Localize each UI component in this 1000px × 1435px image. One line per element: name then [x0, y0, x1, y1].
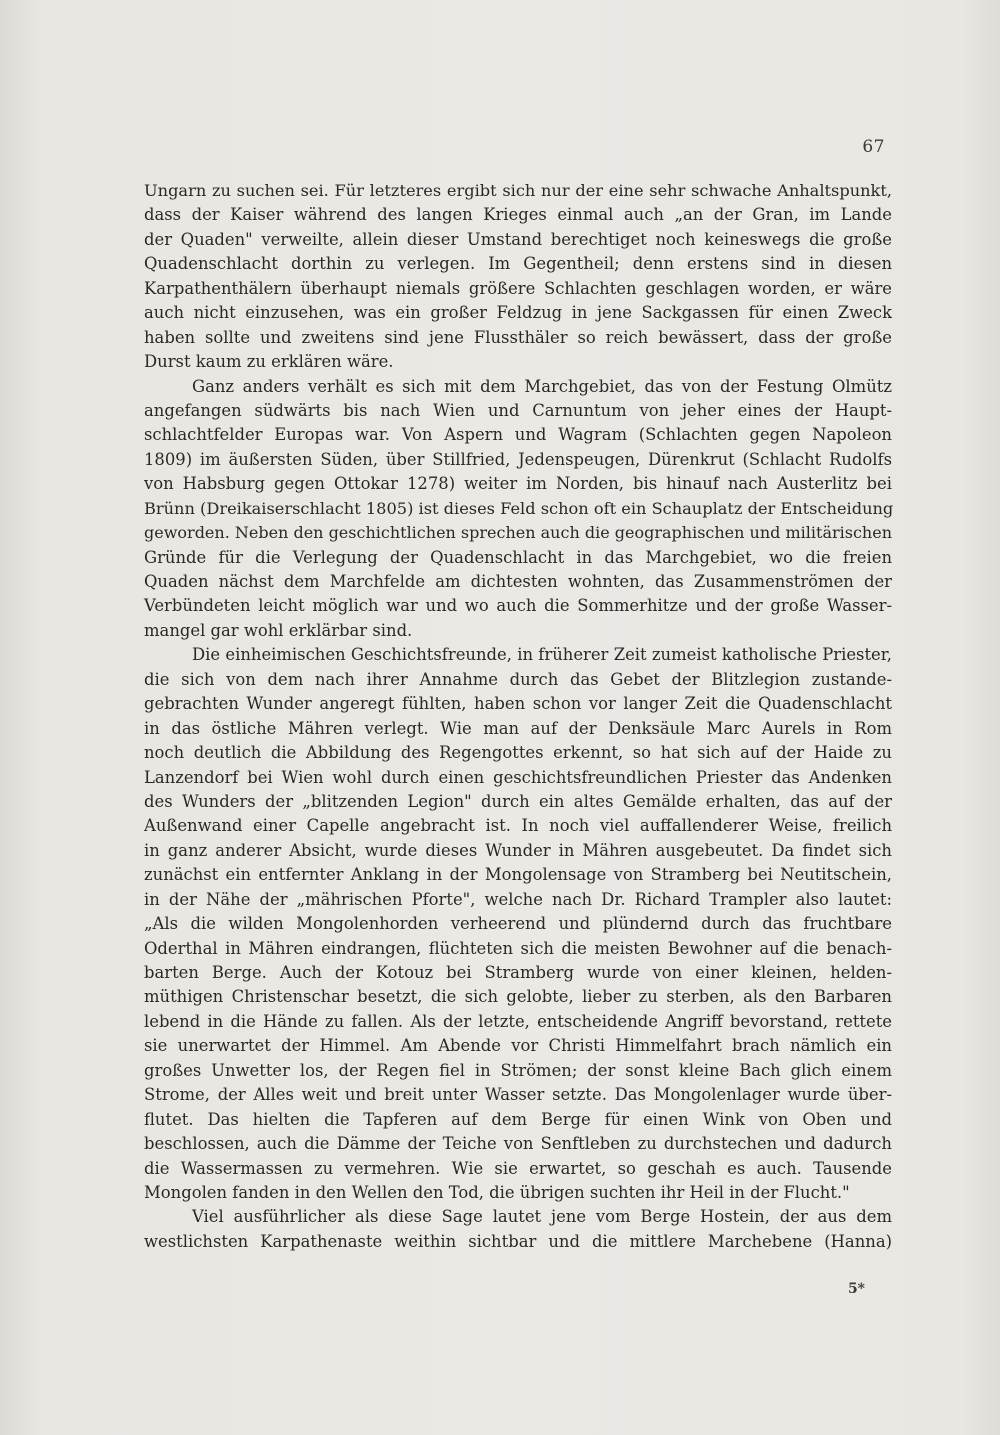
text-line: des Wunders der „blitzenden Legion" durch ein altes Gemälde erhalten, das auf der [144, 791, 892, 811]
text-line: dass der Kaiser während des langen Krieges einmal auch „an der Gran, im Lande [144, 205, 892, 225]
text-line: 1809) im äußersten Süden, über Stillfried, Jedenspeugen, Dürenkrut (Schlacht Rudolfs [144, 449, 892, 469]
text-line: Gründe für die Verlegung der Quadenschlacht in das Marchgebiet, wo die freien [144, 547, 892, 567]
text-line: Brünn (Dreikaiserschlacht 1805) ist dieses Feld schon oft ein Schauplatz der Entscheidung [144, 498, 894, 518]
text-line: Verbündeten leicht möglich war und wo auch die Sommerhitze und der große Wasser- [144, 596, 892, 616]
text-line: westlichsten Karpathenaste weithin sichtbar und die mittlere Marchebene (Hanna) [144, 1231, 892, 1251]
text-line: Oderthal in Mähren eindrangen, flüchteten sich die meisten Bewohner auf die benach- [144, 938, 892, 958]
text-line: Lanzendorf bei Wien wohl durch einen geschichtsfreundlichen Priester das Andenken [144, 767, 892, 787]
text-line: in der Nähe der „mährischen Pforte", welche nach Dr. Richard Trampler also lautet: [144, 889, 892, 909]
text-line: zunächst ein entfernter Anklang in der Mongolensage von Stramberg bei Neutitschein, [144, 865, 892, 885]
text-line: Mongolen fanden in den Wellen den Tod, die übrigen suchten ihr Heil in der Flucht." [144, 1182, 850, 1202]
text-line: Quadenschlacht dorthin zu verlegen. Im Gegentheil; denn erstens sind in diesen [144, 254, 892, 274]
text-line: Karpathenthälern überhaupt niemals größere Schlachten geschlagen worden, er wäre [144, 278, 892, 298]
text-line: Strome, der Alles weit und breit unter Wasser setzte. Das Mongolenlager wurde über- [144, 1085, 892, 1105]
text-line: mangel gar wohl erklärbar sind. [144, 620, 413, 640]
text-line: haben sollte und zweitens sind jene Flussthäler so reich bewässert, dass der große [144, 327, 892, 347]
text-line: angefangen südwärts bis nach Wien und Carnuntum von jeher eines der Haupt- [144, 400, 892, 420]
text-line: Ganz anders verhält es sich mit dem Marchgebiet, das von der Festung Olmütz [192, 376, 892, 396]
text-line: müthigen Christenschar besetzt, die sich gelobte, lieber zu sterben, als den Barbaren [144, 987, 892, 1007]
text-line: Viel ausführlicher als diese Sage lautet jene vom Berge Hostein, der aus dem [192, 1207, 892, 1227]
text-line: großes Unwetter los, der Regen fiel in Strömen; der sonst kleine Bach glich einem [144, 1060, 892, 1080]
text-line: „Als die wilden Mongolenhorden verheerend und plündernd durch das fruchtbare [144, 914, 892, 934]
text-line: barten Berge. Auch der Kotouz bei Stramberg wurde von einer kleinen, helden- [144, 963, 892, 982]
text-line: gebrachten Wunder angeregt fühlten, haben schon vor langer Zeit die Quadenschlacht [144, 694, 892, 714]
text-line: Ungarn zu suchen sei. Für letzteres ergibt sich nur der eine sehr schwache Anhaltspunkt, [144, 181, 892, 200]
text-line: in ganz anderer Absicht, wurde dieses Wunder in Mähren ausgebeutet. Da findet sich [144, 840, 892, 860]
page-number: 67 [862, 137, 885, 157]
text-line: der Quaden" verweilte, allein dieser Umstand berechtiget noch keineswegs die große [144, 229, 892, 249]
text-line: beschlossen, auch die Dämme der Teiche von Senftleben zu durchstechen und dadurch [144, 1134, 892, 1154]
text-line: die Wassermassen zu vermehren. Wie sie erwartet, so geschah es auch. Tausende [144, 1158, 892, 1178]
text-line: Quaden nächst dem Marchfelde am dichtesten wohnten, das Zusammenströmen der [144, 572, 892, 591]
text-line: Die einheimischen Geschichtsfreunde, in früherer Zeit zumeist katholische Priester, [192, 645, 892, 665]
text-line: noch deutlich die Abbildung des Regengottes erkennt, so hat sich auf der Haide zu [144, 743, 892, 763]
text-line: geworden. Neben den geschichtlichen sprechen auch die geographischen und militärischen [144, 523, 892, 543]
text-line: flutet. Das hielten die Tapferen auf dem Berge für einen Wink von Oben und [144, 1109, 892, 1129]
text-line: Außenwand einer Capelle angebracht ist. In noch viel auffallenderer Weise, freilich [144, 816, 892, 836]
body-text [144, 179, 892, 1254]
text-line: lebend in die Hände zu fallen. Als der letzte, entscheidende Angriff bevorstand, rettete [144, 1011, 892, 1031]
text-line: in das östliche Mähren verlegt. Wie man auf der Denksäule Marc Aurels in Rom [144, 718, 892, 738]
text-line: Durst kaum zu erklären wäre. [144, 352, 394, 372]
text-line: die sich von dem nach ihrer Annahme durch das Gebet der Blitzlegion zustande- [144, 669, 892, 689]
text-line: schlachtfelder Europas war. Von Aspern und Wagram (Schlachten gegen Napoleon [144, 425, 892, 445]
signature-mark: 5* [847, 1281, 865, 1297]
text-line: von Habsburg gegen Ottokar 1278) weiter im Norden, bis hinauf nach Austerlitz bei [144, 474, 892, 494]
text-line: auch nicht einzusehen, was ein großer Feldzug in jene Sackgassen für einen Zweck [144, 303, 892, 323]
text-line: sie unerwartet der Himmel. Am Abende vor Christi Himmelfahrt brach nämlich ein [144, 1036, 892, 1056]
